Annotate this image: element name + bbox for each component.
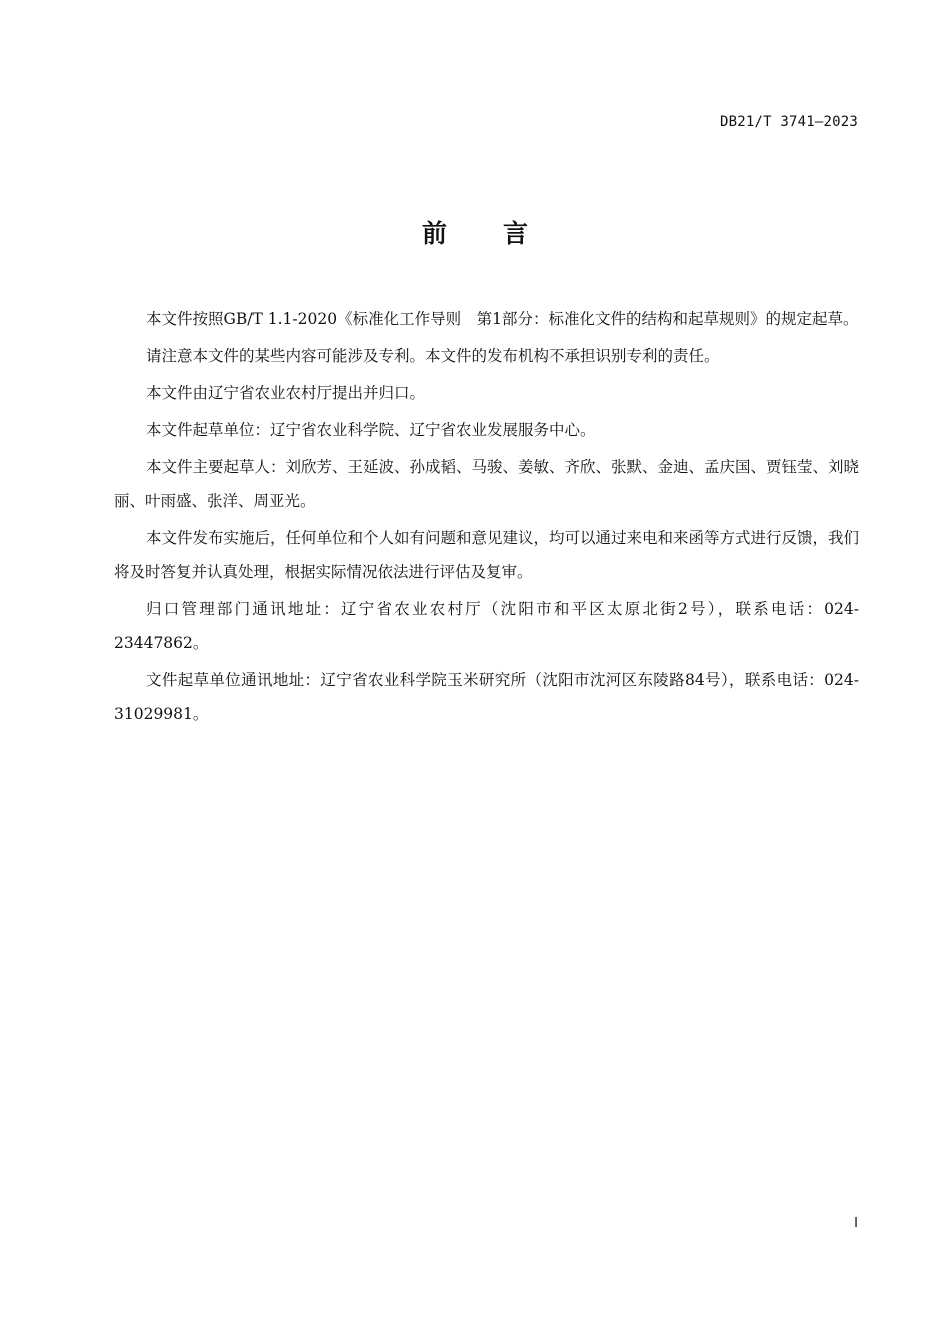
document-code: DB21/T 3741—2023 <box>719 114 858 130</box>
paragraph-patent-notice: 请注意本文件的某些内容可能涉及专利。本文件的发布机构不承担识别专利的责任。 <box>146 347 720 365</box>
page-title: 前言 <box>421 219 584 248</box>
preface-body <box>114 302 859 734</box>
paragraph-drafters: 本文件主要起草人：刘欣芳、王延波、孙成韬、马骏、姜敏、齐欣、张默、金迪、孟庆国、贾钰莹、刘晓丽、叶雨盛、张洋、周亚光。 <box>114 458 860 510</box>
paragraph-drafter-address: 文件起草单位通讯地址：辽宁省农业科学院玉米研究所（沈阳市沈河区东陵路84号），联系电话：024-31029981。 <box>114 671 859 723</box>
paragraph-feedback: 本文件发布实施后，任何单位和个人如有问题和意见建议，均可以通过来电和来函等方式进行反馈，我们将及时答复并认真处理，根据实际情况依法进行评估及复审。 <box>114 529 860 581</box>
paragraph-proposer: 本文件由辽宁省农业农村厅提出并归口。 <box>146 384 426 402</box>
paragraph-drafting-units: 本文件起草单位：辽宁省农业科学院、辽宁省农业发展服务中心。 <box>146 421 596 439</box>
page-number: I <box>854 1216 858 1231</box>
paragraph-drafting-rules: 本文件按照GB/T 1.1-2020《标准化工作导则 第1部分：标准化文件的结构和起草规则》的规定起草。 <box>146 310 859 328</box>
paragraph-authority-address: 归口管理部门通讯地址：辽宁省农业农村厅（沈阳市和平区太原北街2号），联系电话：024-23447862。 <box>114 600 859 652</box>
